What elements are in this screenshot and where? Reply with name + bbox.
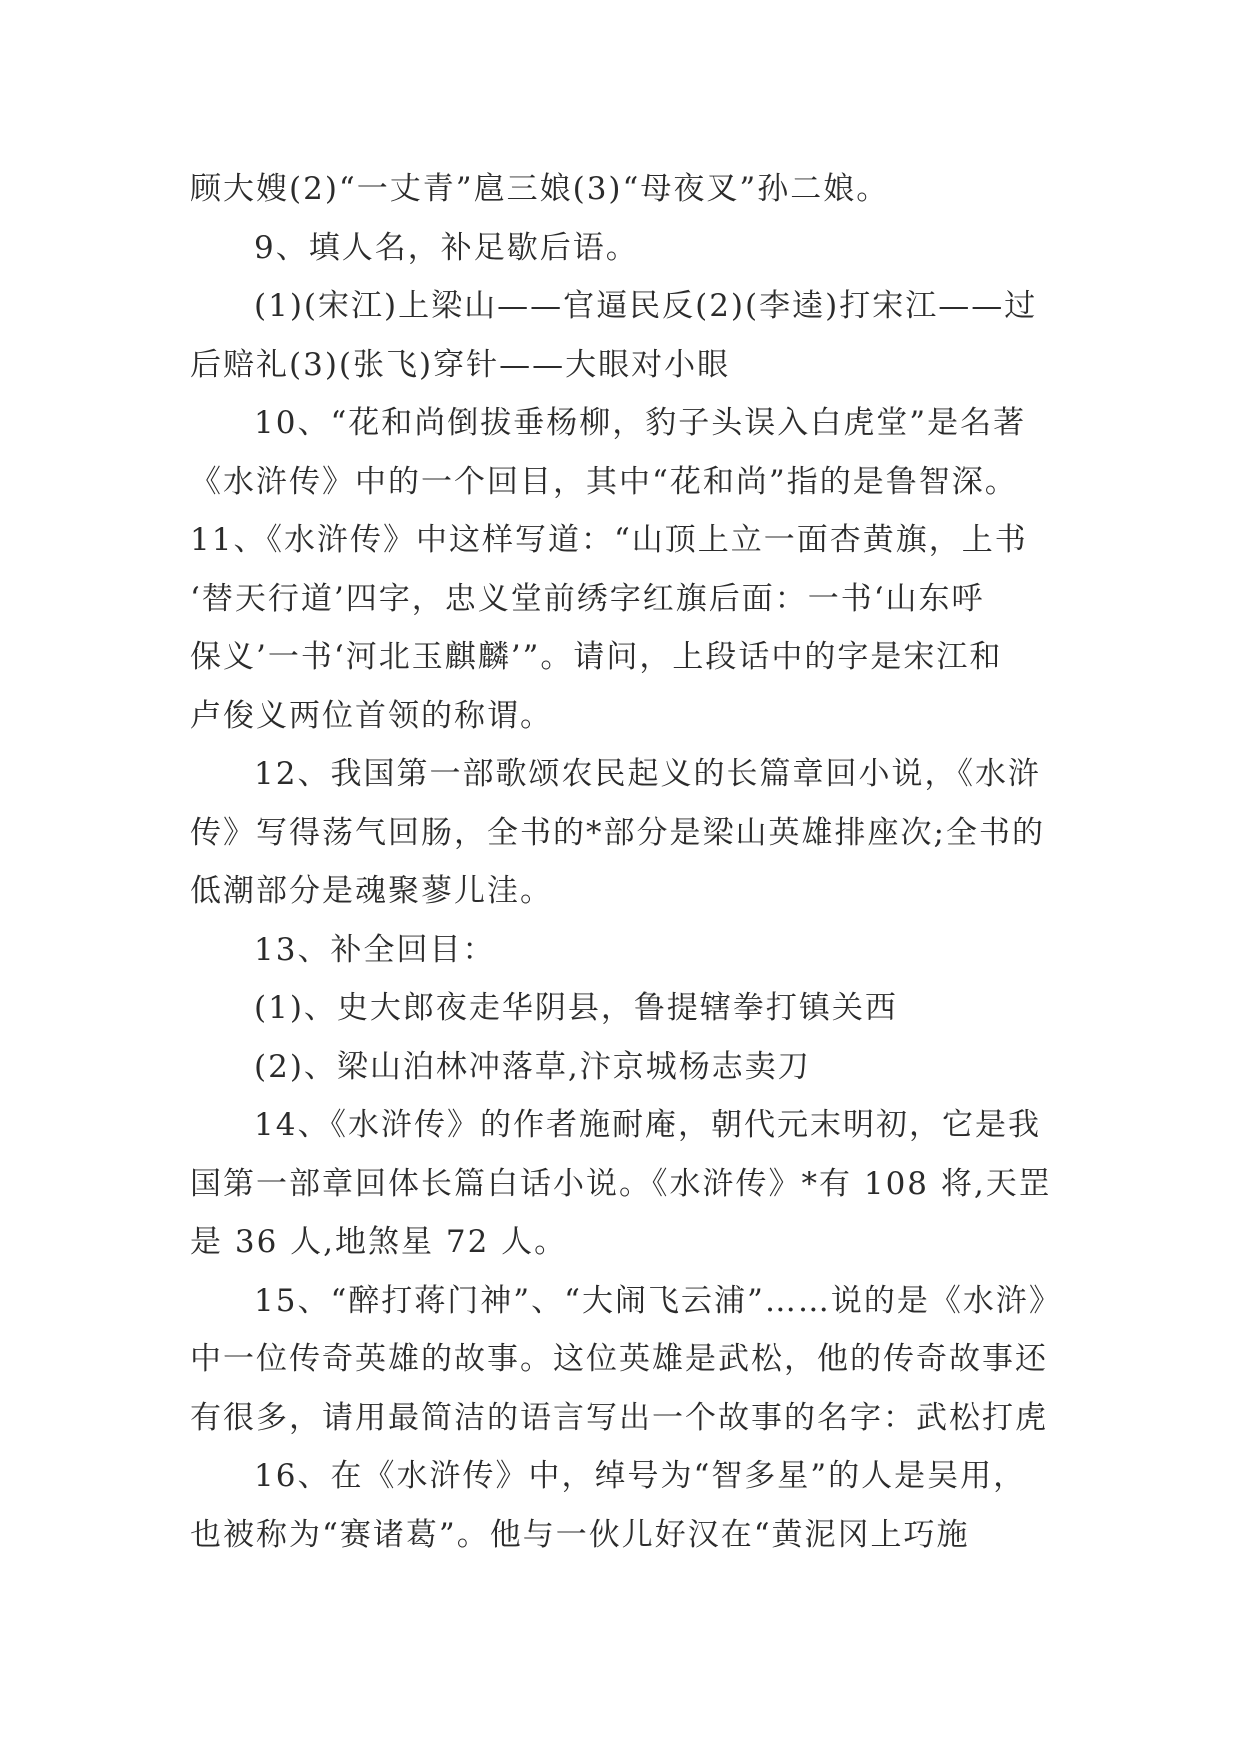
text-line: 后赔礼(3)(张飞)穿针——大眼对小眼 (190, 346, 731, 383)
text-line: 9、填人名，补足歇后语。 (254, 229, 639, 266)
text-line: 11、《水浒传》中这样写道：“山顶上立一面杏黄旗，上书 (190, 522, 1028, 558)
text-line: 15、“醉打蒋门神”、“大闹飞云浦”……说的是《水浒》 (254, 1282, 1062, 1319)
text-line: 12、我国第一部歌颂农民起义的长篇章回小说，《水浒 (254, 756, 1041, 792)
text-line: 也被称为“赛诸葛”。他与一伙儿好汉在“黄泥冈上巧施 (190, 1516, 970, 1553)
text-line: 《水浒传》中的一个回目，其中“花和尚”指的是鲁智深。 (190, 463, 1018, 500)
text-line: 卢俊义两位首领的称谓。 (190, 697, 553, 734)
text-line: ‘替天行道’四字，忠义堂前绣字红旗后面：一书‘山东呼 (190, 580, 985, 617)
text-line: (1)、史大郎夜走华阴县，鲁提辖拳打镇关西 (254, 990, 898, 1026)
text-line: 中一位传奇英雄的故事。这位英雄是武松，他的传奇故事还 (190, 1341, 1048, 1377)
text-line: 顾大嫂(2)“一丈青”扈三娘(3)“母夜叉”孙二娘。 (190, 171, 890, 207)
text-line: 是 36 人,地煞星 72 人。 (190, 1224, 568, 1260)
text-line: 传》写得荡气回肠，全书的*部分是梁山英雄排座次;全书的 (190, 814, 1045, 851)
text-line: 有很多，请用最简洁的语言写出一个故事的名字：武松打虎 (190, 1399, 1048, 1436)
text-line: 低潮部分是魂聚蓼儿洼。 (190, 873, 553, 909)
document-body (190, 160, 1080, 1564)
text-line: 10、“花和尚倒拔垂杨柳，豹子头误入白虎堂”是名著 (254, 405, 1027, 441)
text-line: 保义’一书‘河北玉麒麟’”。请问，上段话中的字是宋江和 (190, 639, 1003, 675)
text-line: 国第一部章回体长篇白话小说。《水浒传》*有 108 将,天罡 (190, 1165, 1052, 1202)
text-line: (1)(宋江)上梁山——官逼民反(2)(李逵)打宋江——过 (254, 288, 1038, 324)
text-line: (2)、梁山泊林冲落草,汴京城杨志卖刀 (254, 1048, 811, 1085)
text-line: 16、在《水浒传》中，绰号为“智多星”的人是吴用， (254, 1458, 1027, 1494)
text-line: 14、《水浒传》的作者施耐庵，朝代元末明初，它是我 (254, 1107, 1041, 1143)
text-line: 13、补全回目： (254, 931, 496, 968)
